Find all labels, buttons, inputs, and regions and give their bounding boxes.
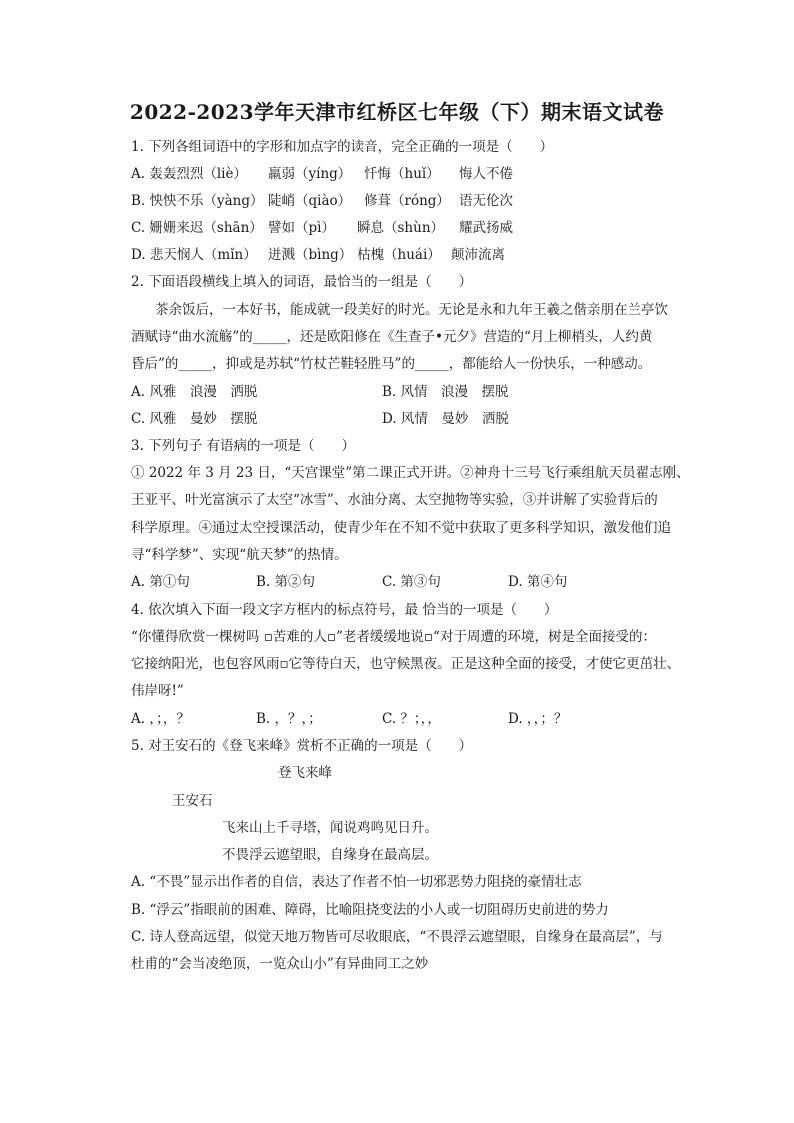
q1-d-4: 颠沛流离 [451, 247, 505, 263]
q5-option-a: A. “不畏”显示出作者的自信，表达了作者不怕一切邪恶势力阻挠的豪情壮志 [131, 874, 582, 890]
q4-option-a: A. ，；，？ [131, 711, 190, 727]
q3-option-c: C. 第③句 [382, 574, 441, 590]
q4-passage-line-1: “你懂得欣赏一棵树吗 ▫苦难的人▫”老者缓缓地说▫“对于周遭的环境，树是全面接受的： [131, 629, 656, 645]
q1-b-1: B. 怏怏不乐（yàng） [131, 193, 264, 209]
q2-passage-line-1: 茶余饭后，一本好书，能成就一段美好的时光。无论是永和九年王羲之偕亲朋在兰亭饮 [155, 302, 668, 318]
q3-option-b: B. 第②句 [256, 574, 316, 590]
q2-option-d: D. 风情 曼妙 洒脱 [382, 411, 509, 427]
q1-c-4: 耀武扬威 [459, 220, 513, 236]
q4-stem: 4. 依次填入下面一段文字方框内的标点符号，最 恰当的一项是（ ） [131, 602, 558, 618]
q3-stem: 3. 下列句子 有语病的一项是（ ） [131, 438, 355, 454]
q1-c-2: 譬如（pì） [268, 220, 335, 236]
poem-line-1: 飞来山上千寻塔，闻说鸡鸣见日升。 [222, 820, 438, 836]
q3-passage-line-3: 科学原理。④通过太空授课活动，使青少年在不知不觉中获取了更多科学知识，激发他们追 [131, 520, 671, 536]
q2-option-b: B. 风情 浪漫 摆脱 [382, 384, 509, 400]
q2-passage-line-2: 酒赋诗“曲水流觞”的_____，还是欧阳修在《生查子•元夕》营造的“月上柳梢头，人约黄 [131, 329, 653, 345]
q1-c-1: C. 姗姗来迟（shān） [131, 220, 263, 236]
q1-c-3: 瞬息（shùn） [357, 220, 445, 236]
q3-option-d: D. 第④句 [508, 574, 568, 590]
q5-option-c-line-2: 杜甫的“会当凌绝顶，一览众山小”有异曲同工之妙 [131, 956, 429, 972]
q1-d-3: 枯槐（huái） [357, 247, 441, 263]
q2-stem: 2. 下面语段横线上填入的词语，最恰当的一组是（ ） [131, 274, 473, 290]
q1-d-1: D. 悲天悯人（mǐn） [131, 247, 257, 263]
q2-passage-line-3: 昏后”的_____，抑或是苏轼“竹杖芒鞋轻胜马”的_____，都能给人一份快乐，一种感动。 [131, 356, 652, 372]
q1-b-4: 语无伦次 [459, 193, 513, 209]
q3-passage-line-1: ① 2022 年 3 月 23 日，“天宫课堂”第二课正式开讲。②神舟十三号飞行乘组航天员翟志刚、 [131, 465, 690, 481]
q2-option-c: C. 风雅 曼妙 摆脱 [131, 411, 258, 427]
q4-passage-line-2: 它接纳阳光，也包容风雨▫它等待白天，也守候黑夜。正是这种全面的接受，才使它更茁壮、 [131, 656, 681, 672]
q2-option-a: A. 风雅 浪漫 洒脱 [131, 384, 258, 400]
q1-b-2: 陡峭（qiào） [268, 193, 352, 209]
q1-b-3: 修葺（róng） [364, 193, 450, 209]
q1-a-4: 悔人不倦 [459, 166, 513, 182]
q3-option-a: A. 第①句 [131, 574, 190, 590]
q5-stem: 5. 对王安石的《登飞来峰》赏析不正确的一项是（ ） [131, 738, 473, 754]
q1-a-3: 忏悔（huǐ） [364, 166, 440, 182]
q4-option-b: B. ，？，； [256, 711, 322, 727]
q3-passage-line-4: 寻“科学梦”、实现“航天梦”的热情。 [131, 547, 348, 563]
poem-author: 王安石 [172, 793, 213, 809]
q1-a-1: A. 轰轰烈烈（liè） [131, 166, 247, 182]
q1-d-2: 迸溅（bìng） [268, 247, 353, 263]
q4-option-c: C. ？；，， [382, 711, 441, 727]
q5-option-c-line-1: C. 诗人登高远望，似觉天地万物皆可尽收眼底，“不畏浮云遮望眼，自缘身在最高层”，与 [131, 929, 663, 945]
q4-passage-line-3: 伟岸呀!” [131, 683, 184, 699]
poem-line-2: 不畏浮云遮望眼，自缘身在最高层。 [222, 847, 438, 863]
page-title: 2022-2023学年天津市红桥区七年级（下）期末语文试卷 [129, 100, 665, 124]
q1-a-2: 羸弱（yíng） [268, 166, 352, 182]
q4-option-d: D. ，，；？ [508, 711, 568, 727]
poem-title: 登飞来峰 [278, 765, 332, 781]
q3-passage-line-2: 王亚平、叶光富演示了太空“冰雪”、水油分离、太空抛物等实验，③并讲解了实验背后的 [131, 492, 658, 508]
q1-stem: 1. 下列各组词语中的字形和加点字的读音，完全正确的一项是（ ） [131, 139, 554, 155]
q5-option-b: B. “浮云”指眼前的困难、障碍，比喻阻挠变法的小人或一切阻碍历史前进的势力 [131, 902, 609, 918]
